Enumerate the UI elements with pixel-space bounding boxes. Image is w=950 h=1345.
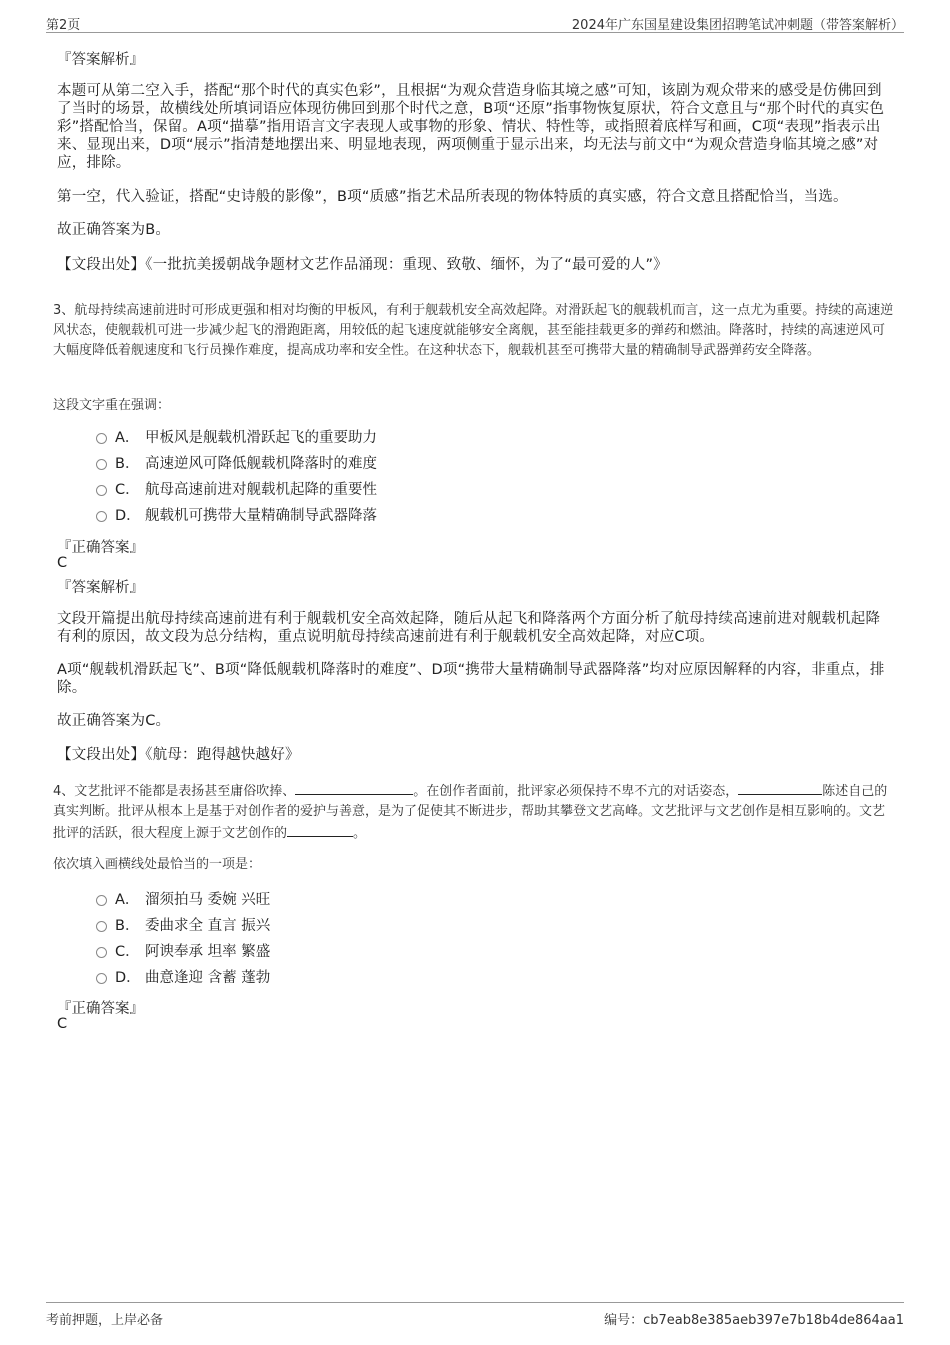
q4-correct-answer: C: [57, 1016, 68, 1032]
q4-option-c[interactable]: C． 阿谀奉承 坦率 繁盛: [96, 942, 270, 962]
q4-blank-2: [738, 780, 822, 795]
q3-option-b[interactable]: B． 高速逆风可降低舰载机降落时的难度: [96, 454, 377, 474]
footer-code: 编号：cb7eab8e385aeb397e7b18b4de864aa1: [604, 1313, 904, 1328]
q3-correct-answer: C: [57, 555, 68, 571]
q4-stem: 4、文艺批评不能都是表扬甚至庸俗吹捧、 。在创作者面前，批评家必须保持不卑不亢的对话姿态， 陈述自己的真实判断。批评从根本上是基于对创作者的爱护与善意，是为了促使其不断进步，帮助其攀登文艺高峰。文艺批评与文艺创作是相互影响的。文艺批评的活跃，很大程度上源于文艺创作的 。: [53, 780, 895, 844]
document-title: 2024年广东国星建设集团招聘笔试冲刺题（带答案解析）: [571, 18, 904, 33]
radio-icon[interactable]: [96, 895, 107, 906]
q2-analysis-paragraph-2: 第一空，代入验证，搭配“史诗般的影像”，B项“质感”指艺术品所表现的物体特质的真实感，符合文意且搭配恰当，当选。: [57, 189, 848, 205]
q4-option-a[interactable]: A． 溜须拍马 委婉 兴旺: [96, 890, 270, 910]
page-header: [46, 14, 904, 33]
q2-analysis-label: 『答案解析』: [57, 52, 144, 68]
q3-question: 这段文字重在强调：: [53, 398, 171, 413]
q3-conclusion: 故正确答案为C。: [57, 713, 171, 729]
q3-option-c[interactable]: C． 航母高速前进对舰载机起降的重要性: [96, 480, 377, 500]
radio-icon[interactable]: [96, 921, 107, 932]
q3-source: 【文段出处】《航母：跑得越快越好》: [57, 747, 300, 763]
q3-correct-label: 『正确答案』: [57, 540, 144, 556]
q4-correct-label: 『正确答案』: [57, 1001, 144, 1017]
q4-blank-1: [295, 780, 413, 795]
q4-blank-3: [287, 822, 353, 837]
q2-source: 【文段出处】《一批抗美援朝战争题材文艺作品涌现：重现、致敬、缅怀，为了“最可爱的人”》: [57, 257, 668, 273]
q3-analysis-label: 『答案解析』: [57, 580, 144, 596]
q4-option-b[interactable]: B． 委曲求全 直言 振兴: [96, 916, 270, 936]
page-footer: [46, 1302, 904, 1328]
radio-icon[interactable]: [96, 459, 107, 470]
radio-icon[interactable]: [96, 973, 107, 984]
q3-option-a[interactable]: A． 甲板风是舰载机滑跃起飞的重要助力: [96, 428, 377, 448]
q3-option-d[interactable]: D． 舰载机可携带大量精确制导武器降落: [96, 506, 377, 526]
q4-question: 依次填入画横线处最恰当的一项是：: [53, 857, 262, 872]
radio-icon[interactable]: [96, 511, 107, 522]
q2-analysis-paragraph-1: 本题可从第二空入手，搭配“那个时代的真实色彩”，且根据“为观众营造身临其境之感”可知，该剧为观众带来的感受是仿佛回到了当时的场景，故横线处所填词语应体现彷佛回到那个时代之意，B项“还原”指事物恢复原状，符合文意且与“那个时代的真实色彩”搭配恰当，保留。A项“描摹”指用语言文字表现人或事物的形象、情状、特性等，或指照着底样写和画，C项“表现”指表示出来、显现出来，D项“展示”指清楚地摆出来、明显地表现，两项侧重于显示出来，均无法与前文中“为观众营造身临其境之感”对应，排除。: [57, 83, 885, 171]
radio-icon[interactable]: [96, 485, 107, 496]
q3-stem: 3、航母持续高速前进时可形成更强和相对均衡的甲板风，有利于舰载机安全高效起降。对滑跃起飞的舰载机而言，这一点尤为重要。持续的高速逆风状态，使舰载机可进一步减少起飞的滑跑距离，用较低的起飞速度就能够安全离舰，甚至能挂载更多的弹药和燃油。降落时，持续的高速逆风可大幅度降低着舰速度和飞行员操作难度，提高成功率和安全性。在这种状态下，舰载机甚至可携带大量的精确制导武器弹药安全降落。: [53, 303, 894, 358]
q2-conclusion: 故正确答案为B。: [57, 222, 171, 238]
q3-analysis-paragraph-1: 文段开篇提出航母持续高速前进有利于舰载机安全高效起降，随后从起飞和降落两个方面分析了航母持续高速前进对舰载机起降有利的原因，故文段为总分结构，重点说明航母持续高速前进有利于舰载机安全高效起降，对应C项。: [57, 611, 881, 645]
q3-analysis-paragraph-2: A项“舰载机滑跃起飞”、B项“降低舰载机降落时的难度”、D项“携带大量精确制导武器降落”均对应原因解释的内容，非重点，排除。: [57, 662, 885, 696]
radio-icon[interactable]: [96, 433, 107, 444]
page-number: 第2页: [46, 18, 81, 33]
footer-slogan: 考前押题，上岸必备: [46, 1313, 164, 1328]
q4-option-d[interactable]: D． 曲意逢迎 含蓄 蓬勃: [96, 968, 270, 988]
radio-icon[interactable]: [96, 947, 107, 958]
